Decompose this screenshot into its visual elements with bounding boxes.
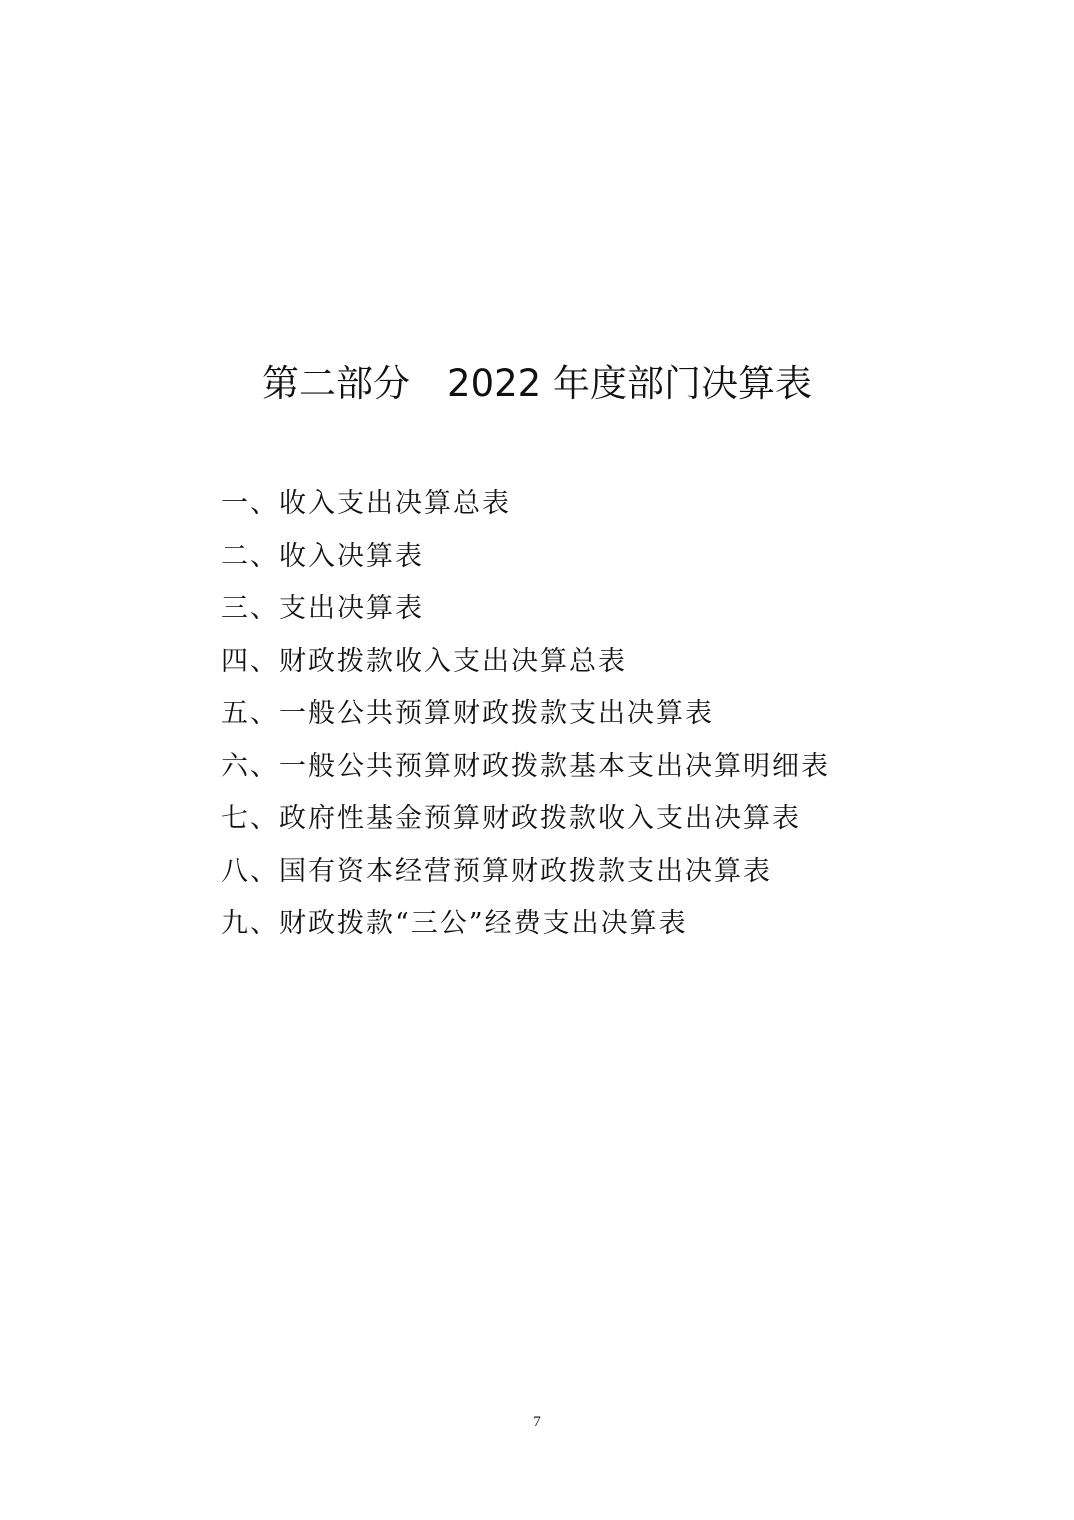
toc-item: 五、一般公共预算财政拨款支出决算表 [221, 698, 714, 729]
toc-item: 八、国有资本经营预算财政拨款支出决算表 [221, 855, 772, 887]
toc-item: 四、财政拨款收入支出决算总表 [221, 645, 627, 677]
toc-item: 六、一般公共预算财政拨款基本支出决算明细表 [221, 750, 830, 782]
toc-item: 三、支出决算表 [221, 593, 424, 624]
page-title: 第二部分 2022 年度部门决算表 [262, 362, 812, 405]
toc-item: 二、收入决算表 [221, 540, 424, 572]
toc-item: 九、财政拨款“三公”经费支出决算表 [221, 908, 688, 939]
toc-item: 一、收入支出决算总表 [221, 488, 511, 519]
page-number: 7 [533, 1414, 541, 1430]
table-of-contents [221, 478, 830, 951]
toc-item: 七、政府性基金预算财政拨款收入支出决算表 [221, 803, 801, 834]
